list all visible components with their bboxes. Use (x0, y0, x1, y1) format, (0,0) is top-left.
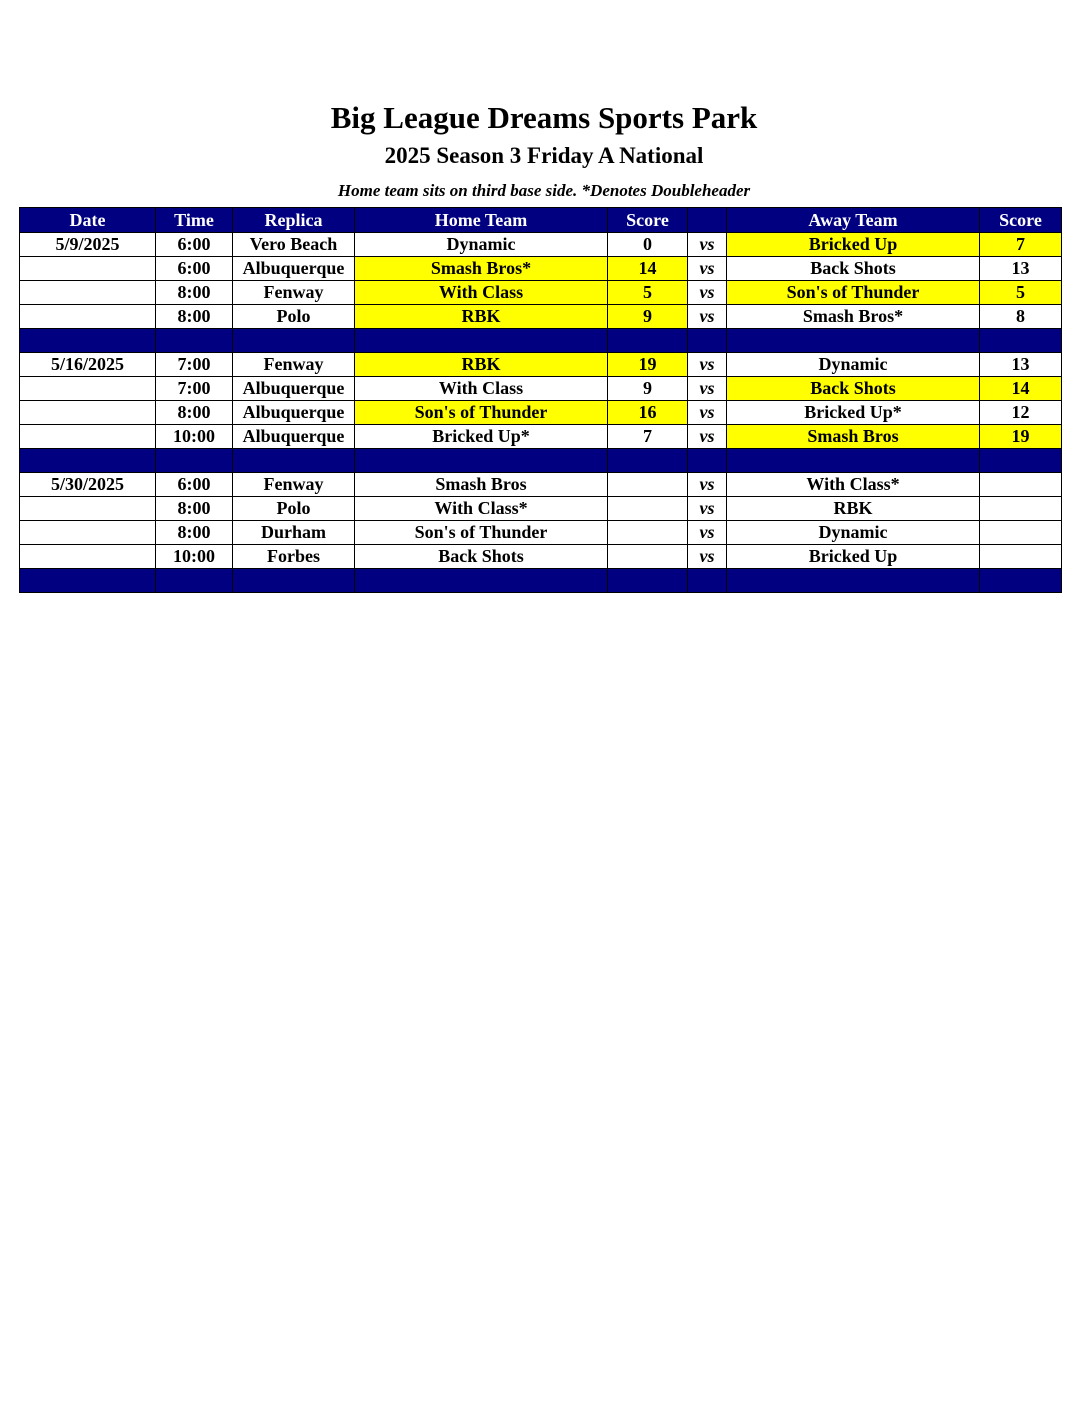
game-row (20, 497, 1062, 521)
away-score-cell (980, 545, 1062, 569)
replica-cell: Albuquerque (233, 425, 355, 449)
separator-cell (20, 329, 156, 353)
away-score-cell: 7 (980, 233, 1062, 257)
replica-cell: Polo (233, 305, 355, 329)
replica-cell: Polo (233, 497, 355, 521)
home-score-cell: 7 (608, 425, 688, 449)
game-row (20, 521, 1062, 545)
separator-cell (156, 569, 233, 593)
date-cell (20, 281, 156, 305)
replica-cell: Albuquerque (233, 401, 355, 425)
date-cell (20, 497, 156, 521)
vs-cell: vs (688, 473, 727, 497)
time-cell: 6:00 (156, 473, 233, 497)
separator-cell (156, 449, 233, 473)
home-team-cell: RBK (355, 305, 608, 329)
replica-cell: Vero Beach (233, 233, 355, 257)
separator-row (20, 449, 1062, 473)
date-cell: 5/16/2025 (20, 353, 156, 377)
home-team-cell: Smash Bros* (355, 257, 608, 281)
vs-cell: vs (688, 401, 727, 425)
vs-cell: vs (688, 353, 727, 377)
home-score-cell: 0 (608, 233, 688, 257)
home-team-cell: Bricked Up* (355, 425, 608, 449)
game-row (20, 425, 1062, 449)
separator-cell (608, 329, 688, 353)
separator-cell (233, 569, 355, 593)
time-cell: 10:00 (156, 545, 233, 569)
col-header-time: Time (156, 208, 233, 233)
vs-cell: vs (688, 497, 727, 521)
vs-cell: vs (688, 545, 727, 569)
schedule-body (20, 233, 1062, 593)
replica-cell: Albuquerque (233, 377, 355, 401)
separator-cell (233, 449, 355, 473)
col-header-away-team: Away Team (727, 208, 980, 233)
game-row (20, 473, 1062, 497)
home-team-cell: With Class* (355, 497, 608, 521)
separator-cell (233, 329, 355, 353)
replica-cell: Forbes (233, 545, 355, 569)
separator-row (20, 329, 1062, 353)
time-cell: 6:00 (156, 257, 233, 281)
game-row (20, 233, 1062, 257)
home-team-cell: Son's of Thunder (355, 401, 608, 425)
season-subtitle: 2025 Season 3 Friday A National (384, 143, 704, 168)
away-team-cell: Dynamic (727, 521, 980, 545)
separator-cell (355, 449, 608, 473)
away-score-cell: 5 (980, 281, 1062, 305)
home-score-cell: 9 (608, 305, 688, 329)
date-cell: 5/30/2025 (20, 473, 156, 497)
home-score-cell: 16 (608, 401, 688, 425)
away-score-cell: 12 (980, 401, 1062, 425)
home-team-cell: Back Shots (355, 545, 608, 569)
date-cell (20, 545, 156, 569)
home-score-cell: 5 (608, 281, 688, 305)
home-team-cell: Son's of Thunder (355, 521, 608, 545)
time-cell: 7:00 (156, 353, 233, 377)
away-team-cell: RBK (727, 497, 980, 521)
header-row (20, 208, 1062, 233)
away-score-cell: 8 (980, 305, 1062, 329)
game-row (20, 353, 1062, 377)
time-cell: 10:00 (156, 425, 233, 449)
date-cell (20, 401, 156, 425)
away-team-cell: With Class* (727, 473, 980, 497)
home-score-cell (608, 545, 688, 569)
away-team-cell: Back Shots (727, 257, 980, 281)
page-title: Big League Dreams Sports Park (330, 100, 758, 135)
vs-cell: vs (688, 521, 727, 545)
separator-cell (727, 449, 980, 473)
separator-cell (727, 329, 980, 353)
home-score-cell (608, 497, 688, 521)
col-header-away-score: Score (980, 208, 1062, 233)
home-team-cell: With Class (355, 377, 608, 401)
game-row (20, 377, 1062, 401)
time-cell: 8:00 (156, 497, 233, 521)
away-team-cell: Son's of Thunder (727, 281, 980, 305)
separator-cell (688, 329, 727, 353)
game-row (20, 545, 1062, 569)
home-score-cell: 14 (608, 257, 688, 281)
home-score-cell: 9 (608, 377, 688, 401)
separator-cell (980, 449, 1062, 473)
separator-cell (980, 569, 1062, 593)
separator-cell (980, 329, 1062, 353)
replica-cell: Durham (233, 521, 355, 545)
date-cell (20, 257, 156, 281)
home-score-cell (608, 473, 688, 497)
separator-cell (20, 449, 156, 473)
vs-cell: vs (688, 257, 727, 281)
away-team-cell: Bricked Up* (727, 401, 980, 425)
home-score-cell: 19 (608, 353, 688, 377)
home-team-cell: Smash Bros (355, 473, 608, 497)
time-cell: 6:00 (156, 233, 233, 257)
date-cell (20, 377, 156, 401)
date-cell: 5/9/2025 (20, 233, 156, 257)
away-team-cell: Smash Bros (727, 425, 980, 449)
home-score-cell (608, 521, 688, 545)
separator-row (20, 569, 1062, 593)
vs-cell: vs (688, 233, 727, 257)
time-cell: 8:00 (156, 281, 233, 305)
separator-cell (20, 569, 156, 593)
col-header-vs (688, 208, 727, 233)
separator-cell (688, 449, 727, 473)
away-team-cell: Back Shots (727, 377, 980, 401)
away-team-cell: Smash Bros* (727, 305, 980, 329)
game-row (20, 305, 1062, 329)
vs-cell: vs (688, 425, 727, 449)
col-header-replica: Replica (233, 208, 355, 233)
game-row (20, 257, 1062, 281)
time-cell: 8:00 (156, 401, 233, 425)
separator-cell (608, 449, 688, 473)
separator-cell (355, 569, 608, 593)
col-header-home-score: Score (608, 208, 688, 233)
replica-cell: Albuquerque (233, 257, 355, 281)
col-header-home-team: Home Team (355, 208, 608, 233)
away-score-cell: 13 (980, 257, 1062, 281)
time-cell: 7:00 (156, 377, 233, 401)
away-score-cell: 13 (980, 353, 1062, 377)
away-score-cell: 19 (980, 425, 1062, 449)
away-score-cell: 14 (980, 377, 1062, 401)
away-score-cell (980, 521, 1062, 545)
separator-cell (688, 569, 727, 593)
away-team-cell: Bricked Up (727, 545, 980, 569)
vs-cell: vs (688, 281, 727, 305)
replica-cell: Fenway (233, 473, 355, 497)
separator-cell (608, 569, 688, 593)
date-cell (20, 305, 156, 329)
game-row (20, 281, 1062, 305)
date-cell (20, 521, 156, 545)
replica-cell: Fenway (233, 353, 355, 377)
vs-cell: vs (688, 377, 727, 401)
replica-cell: Fenway (233, 281, 355, 305)
home-team-cell: Dynamic (355, 233, 608, 257)
game-row (20, 401, 1062, 425)
time-cell: 8:00 (156, 521, 233, 545)
date-cell (20, 425, 156, 449)
away-team-cell: Bricked Up (727, 233, 980, 257)
separator-cell (727, 569, 980, 593)
vs-cell: vs (688, 305, 727, 329)
schedule-table (19, 207, 1062, 593)
away-score-cell (980, 497, 1062, 521)
away-score-cell (980, 473, 1062, 497)
separator-cell (156, 329, 233, 353)
col-header-date: Date (20, 208, 156, 233)
separator-cell (355, 329, 608, 353)
time-cell: 8:00 (156, 305, 233, 329)
doubleheader-note: Home team sits on third base side. *Denotes Doubleheader (337, 181, 751, 200)
home-team-cell: With Class (355, 281, 608, 305)
away-team-cell: Dynamic (727, 353, 980, 377)
home-team-cell: RBK (355, 353, 608, 377)
